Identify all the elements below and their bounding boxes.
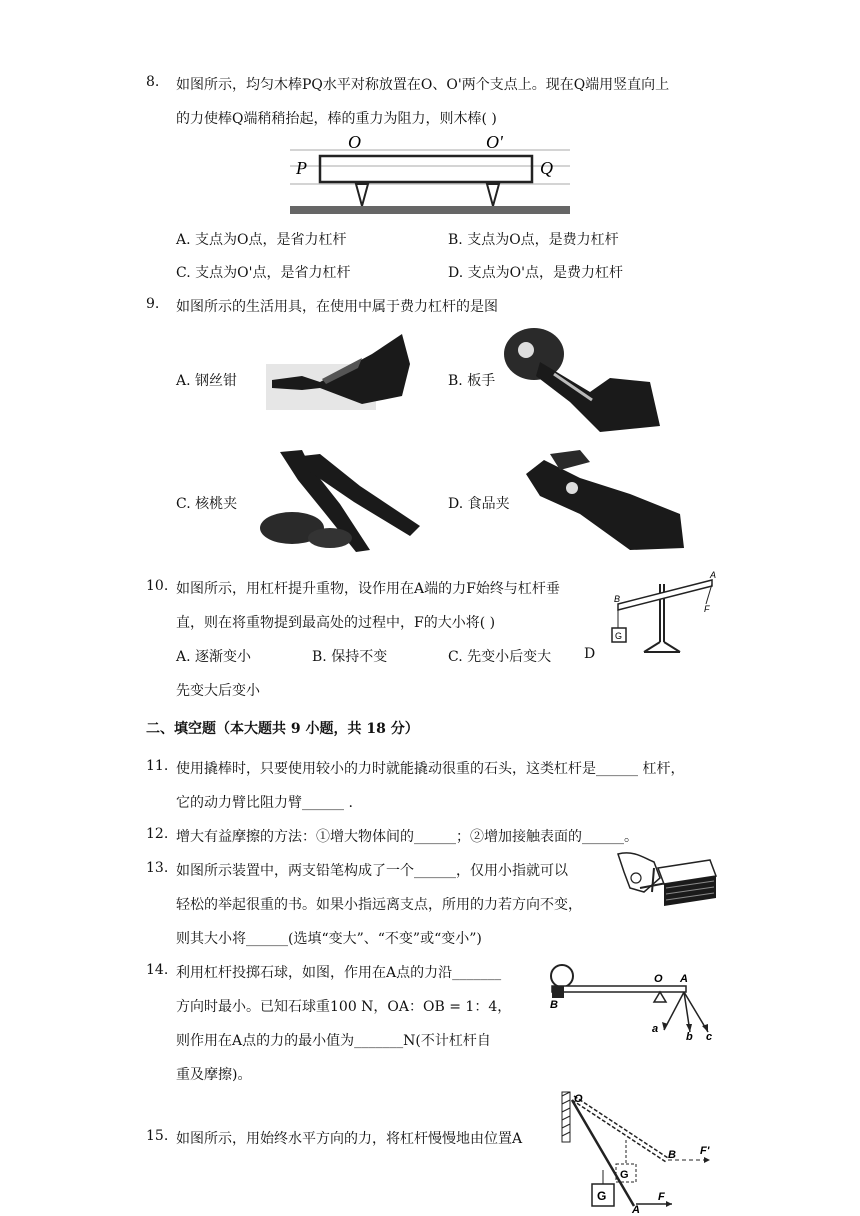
q15-label-B: B	[668, 1149, 676, 1161]
q9-number: 9.	[146, 296, 160, 312]
q10-number: 10.	[146, 578, 169, 594]
q8-text-line1: 如图所示，均匀木棒PQ水平对称放置在O、O'两个支点上。现在Q端用竖直向上	[176, 77, 670, 93]
q9-text-line1: 如图所示的生活用具，在使用中属于费力杠杆的是图	[176, 299, 498, 315]
q9-photo-nutcracker	[250, 446, 430, 554]
q8-label-O: O	[348, 132, 361, 152]
q8-label-O-prime: O'	[486, 132, 503, 152]
q8-number: 8.	[146, 74, 160, 90]
q10-option-d[interactable]: D	[584, 646, 596, 662]
q8-text-line2: 的力使棒Q端稍稍抬起，棒的重力为阻力，则木棒( )	[176, 111, 497, 127]
q14-label-O: O	[654, 973, 663, 985]
q14-label-b: b	[686, 1031, 693, 1042]
q15-label-A: A	[632, 1204, 640, 1214]
q10-option-d-continued: 先变大后变小	[176, 683, 260, 699]
q13-figure-pencils-lifting-books	[614, 848, 718, 910]
q15-number: 15.	[146, 1128, 169, 1144]
q15-label-G: G	[597, 1189, 607, 1203]
q15-label-F: F	[658, 1191, 665, 1203]
q11-text-line1: 使用撬棒时，只要使用较小的力时就能撬动很重的石头，这类杠杆是______ 杠杆，	[176, 761, 685, 777]
section-fill-in-heading: 二、填空题（本大题共 9 小题，共 18 分）	[146, 721, 419, 737]
q14-label-c: c	[706, 1031, 713, 1042]
q14-figure-throwing-lever	[544, 958, 720, 1042]
q11-number: 11.	[146, 758, 169, 774]
q9-photo-pliers	[262, 324, 412, 414]
q13-text-line2: 轻松的举起很重的书。如果小指远离支点，所用的力若方向不变，	[176, 897, 582, 913]
q15-label-O: O	[574, 1093, 583, 1105]
q10-label-G: G	[615, 631, 623, 641]
q14-number: 14.	[146, 962, 169, 978]
q10-option-b[interactable]: B. 保持不变	[312, 649, 388, 665]
q14-text-line4: 重及摩擦)。	[176, 1067, 252, 1083]
q14-label-a: a	[652, 1023, 659, 1035]
q13-text-line3: 则其大小将______(选填“变大”、“不变”或“变小”)	[176, 931, 482, 947]
q10-label-B: B	[614, 594, 621, 604]
q9-option-d[interactable]: D. 食品夹	[448, 496, 510, 512]
q8-option-b[interactable]: B. 支点为O点，是费力杠杆	[448, 232, 619, 248]
q9-option-a[interactable]: A. 钢丝钳	[176, 373, 238, 389]
q14-label-A: A	[680, 973, 688, 985]
q12-text-line1: 增大有益摩擦的方法：①增大物体间的______；②增加接触表面的______。	[176, 829, 638, 845]
q8-figure-lever-on-supports	[286, 128, 574, 220]
q8-option-c[interactable]: C. 支点为O'点，是省力杠杆	[176, 265, 351, 281]
q8-label-P: P	[296, 158, 307, 178]
q10-option-a[interactable]: A. 逐渐变小	[176, 649, 252, 665]
q14-label-B: B	[550, 999, 558, 1011]
q10-text-line2: 直，则在将重物提到最高处的过程中，F的大小将( )	[176, 615, 496, 631]
q9-option-c[interactable]: C. 核桃夹	[176, 496, 238, 512]
q8-label-Q: Q	[540, 158, 553, 178]
q15-label-G-dashed: G	[620, 1169, 629, 1181]
q15-text-line1: 如图所示，用始终水平方向的力，将杠杆慢慢地由位置A	[176, 1131, 523, 1147]
q14-text-line3: 则作用在A点的力的最小值为_______N(不计杠杆自	[176, 1033, 491, 1049]
q10-text-line1: 如图所示，用杠杆提升重物，设作用在A端的力F始终与杠杆垂	[176, 581, 560, 597]
q10-label-F: F	[704, 604, 710, 614]
q11-text-line2: 它的动力臂比阻力臂______ .	[176, 795, 353, 811]
q10-label-A: A	[710, 570, 717, 580]
q8-option-d[interactable]: D. 支点为O'点，是费力杠杆	[448, 265, 623, 281]
q10-option-c[interactable]: C. 先变小后变大	[448, 649, 552, 665]
q15-label-F-prime: F'	[700, 1145, 710, 1157]
q9-option-b[interactable]: B. 板手	[448, 373, 496, 389]
q15-figure-rotating-lever	[560, 1088, 724, 1214]
q9-photo-food-tongs	[520, 444, 686, 554]
q10-figure-lever-lifting-weight	[604, 568, 722, 656]
q9-photo-wrench	[500, 322, 662, 434]
q13-number: 13.	[146, 860, 169, 876]
q12-number: 12.	[146, 826, 169, 842]
q8-option-a[interactable]: A. 支点为O点，是省力杠杆	[176, 232, 347, 248]
q14-text-line2: 方向时最小。已知石球重100 N，OA：OB = 1：4，	[176, 999, 512, 1015]
q13-text-line1: 如图所示装置中，两支铅笔构成了一个______，仅用小指就可以	[176, 863, 568, 879]
q14-text-line1: 利用杠杆投掷石球，如图，作用在A点的力沿_______	[176, 965, 502, 981]
